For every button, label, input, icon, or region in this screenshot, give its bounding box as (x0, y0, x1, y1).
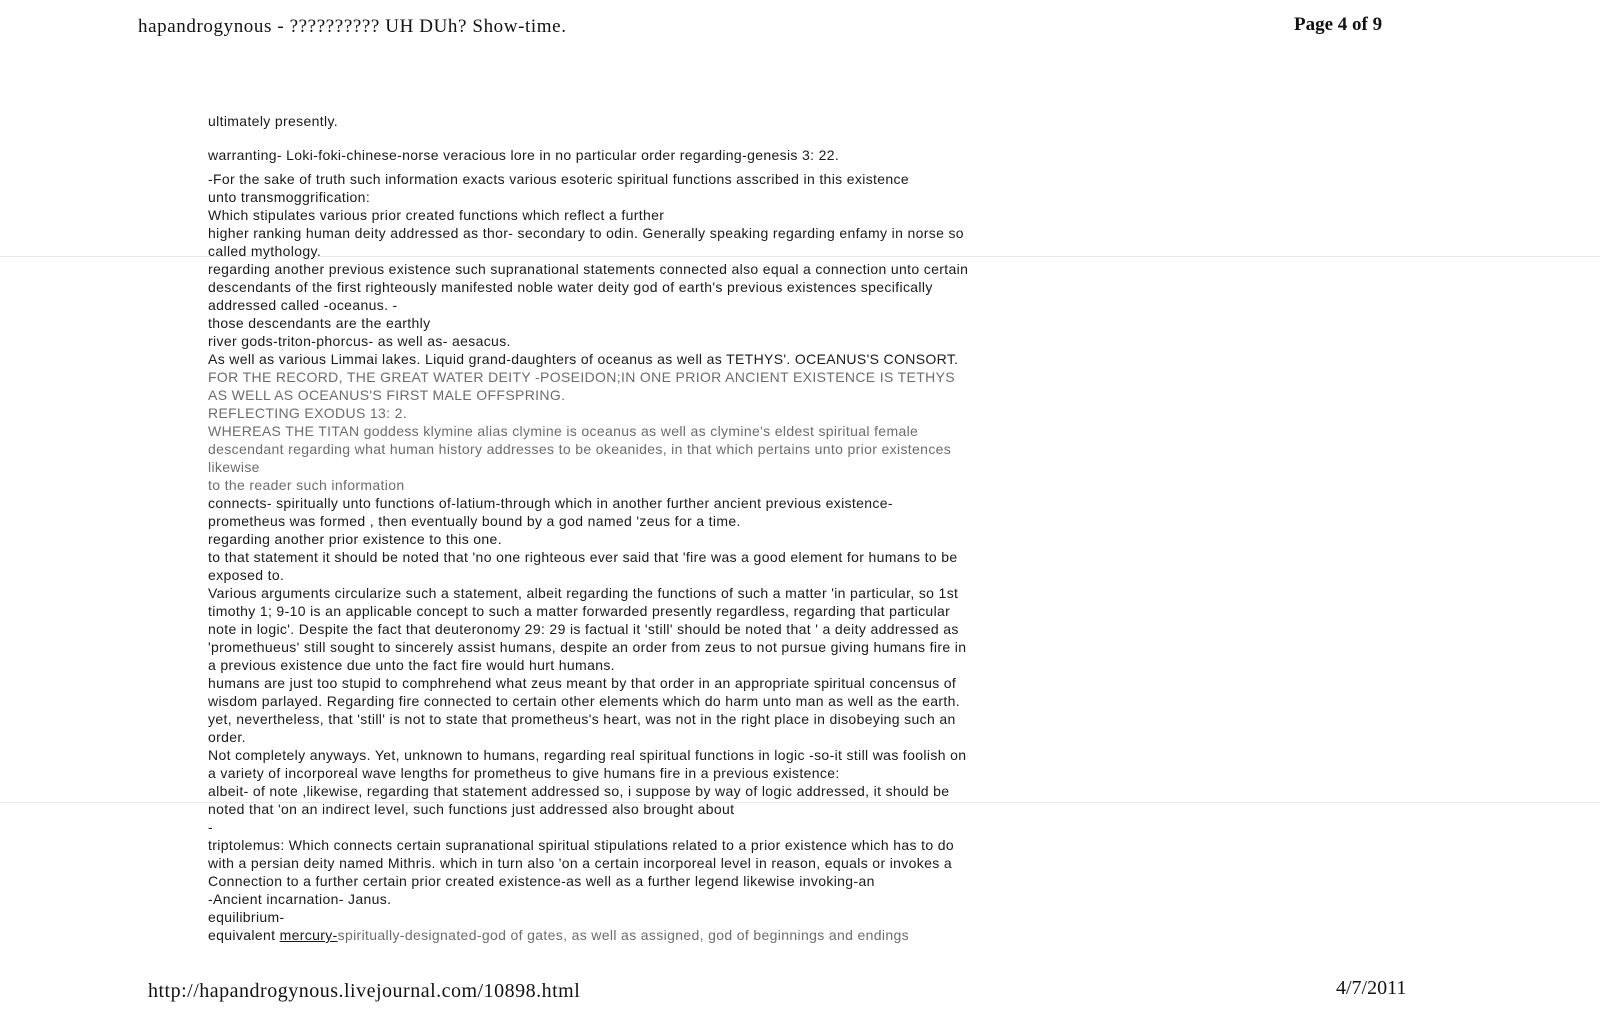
text-line (208, 926, 1448, 944)
document-body (208, 112, 1448, 944)
footer-date: 4/7/2011 (1336, 977, 1407, 999)
text-line: Which stipulates various prior created functions which reflect a further (208, 207, 665, 223)
text-line: As well as various Limmai lakes. Liquid grand-daughters of oceanus as well as TETHYS'. OCEANUS'S CONSORT. (208, 351, 959, 367)
text-line: equilibrium- (208, 909, 285, 925)
text-line: river gods-triton-phorcus- as well as- aesacus. (208, 333, 511, 349)
header-page-number: Page 4 of 9 (1294, 14, 1383, 35)
text-line: regarding another previous existence such supranational statements connected also equal a connection unto certain (208, 261, 969, 277)
mercury-link[interactable]: mercury- (279, 927, 338, 943)
text-line: those descendants are the earthly (208, 315, 431, 331)
text-line: wisdom parlayed. Regarding fire connected to certain other elements which do harm unto man as well as the earth. (208, 693, 961, 709)
footer-url[interactable]: http://hapandrogynous.livejournal.com/10898.html (148, 980, 581, 1002)
text-line: with a persian deity named Mithris. which in turn also 'on a certain incorporeal level in reason, equals or invokes a (208, 855, 952, 871)
text-line: -Ancient incarnation- Janus. (208, 891, 392, 907)
text-line: Not completely anyways. Yet, unknown to humans, regarding real spiritual functions in logic -so-it still was foolish on (208, 747, 967, 763)
text-line: triptolemus: Which connects certain supranational spiritual stipulations related to a prior existence which has to do (208, 837, 954, 853)
text-line: Connection to a further certain prior created existence-as well as a further legend likewise invoking-an (208, 873, 875, 889)
text-line: - (208, 819, 214, 835)
header-title: hapandrogynous - ?????????? UH DUh? Show-time. (138, 16, 567, 37)
text-line: exposed to. (208, 567, 285, 583)
text-fragment: equivalent (208, 927, 280, 943)
text-line: prometheus was formed , then eventually bound by a god named 'zeus for a time. (208, 513, 741, 529)
text-line: descendants of the first righteously manifested noble water deity god of earth's previous existences specifically (208, 279, 933, 295)
text-line: descendant regarding what human history addresses to be okeanides, in that which pertains unto prior existences (208, 441, 952, 457)
text-line: note in logic'. Despite the fact that deuteronomy 29: 29 is factual it 'still' should be noted that ' a deity addressed as (208, 621, 959, 637)
text-line: albeit- of note ,likewise, regarding that statement addressed so, i suppose by way of logic addressed, it should be (208, 783, 950, 799)
text-line: noted that 'on an indirect level, such functions just addressed also brought about (208, 801, 735, 817)
text-line: to that statement it should be noted that 'no one righteous ever said that 'fire was a good element for humans to be (208, 549, 958, 565)
text-line: higher ranking human deity addressed as thor- secondary to odin. Generally speaking regarding enfamy in norse so (208, 225, 964, 241)
text-line: FOR THE RECORD, THE GREAT WATER DEITY -POSEIDON;IN ONE PRIOR ANCIENT EXISTENCE IS TETHYS (208, 369, 955, 385)
text-line: a variety of incorporeal wave lengths for prometheus to give humans fire in a previous existence: (208, 765, 840, 781)
text-line: to the reader such information (208, 477, 405, 493)
text-line: AS WELL AS OCEANUS'S FIRST MALE OFFSPRING. (208, 387, 566, 403)
text-line: addressed called -oceanus. - (208, 297, 398, 313)
text-line: a previous existence due unto the fact fire would hurt humans. (208, 657, 615, 673)
text-line: humans are just too stupid to comphrehend what zeus meant by that order in an appropriate spiritual concensus of (208, 675, 957, 691)
text-line: -For the sake of truth such information exacts various esoteric spiritual functions asscribed in this existence (208, 171, 910, 187)
text-line: WHEREAS THE TITAN goddess klymine alias clymine is oceanus as well as clymine's eldest spiritual female (208, 423, 919, 439)
text-line: ultimately presently. (208, 113, 339, 129)
text-line: unto transmoggrification: (208, 189, 371, 205)
text-line: connects- spiritually unto functions of-latium-through which in another further ancient previous existence- (208, 495, 893, 511)
text-line: yet, nevertheless, that 'still' is not to state that prometheus's heart, was not in the right place in disobeying such an (208, 711, 956, 727)
text-line: called mythology. (208, 243, 322, 259)
text-line: regarding another prior existence to this one. (208, 531, 502, 547)
text-line: REFLECTING EXODUS 13: 2. (208, 405, 408, 421)
text-line: 'promethueus' still sought to sincerely assist humans, despite an order from zeus to not pursue giving humans fire in (208, 639, 967, 655)
text-fragment: spiritually-designated-god of gates, as well as assigned, god of beginnings and endings (337, 927, 909, 943)
text-line: likewise (208, 459, 260, 475)
text-line: order. (208, 729, 246, 745)
text-line: warranting- Loki-foki-chinese-norse veracious lore in no particular order regarding-genesis 3: 22. (208, 147, 840, 163)
text-line: Various arguments circularize such a statement, albeit regarding the functions of such a matter 'in particular, so 1st (208, 585, 959, 601)
text-line: timothy 1; 9-10 is an applicable concept to such a matter forwarded presently regardless, regarding that particular (208, 603, 951, 619)
